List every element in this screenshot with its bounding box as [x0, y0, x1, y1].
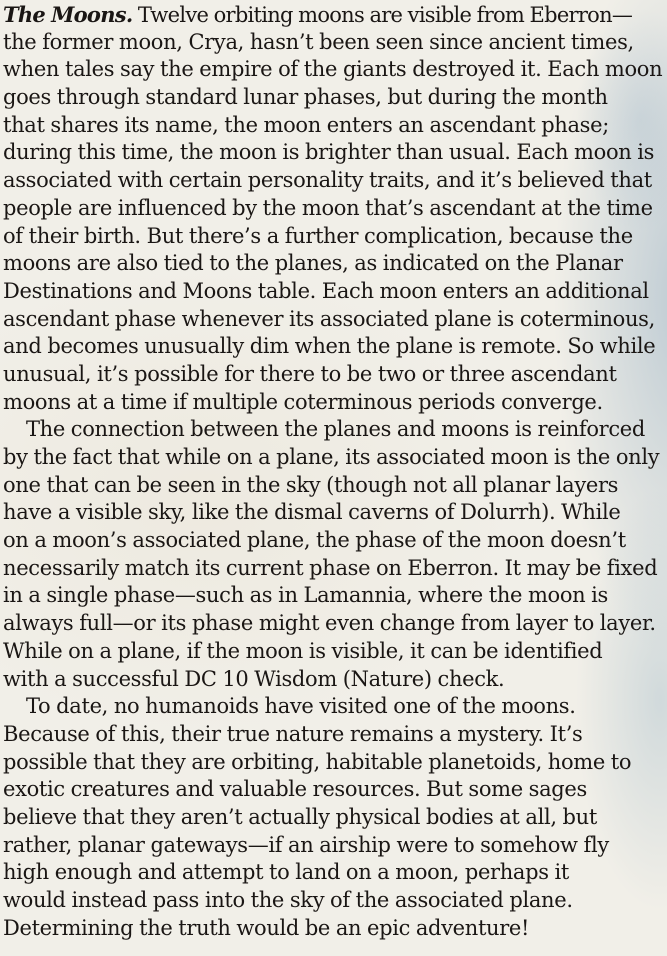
- text-line: the former moon, Crya, hasn’t been seen since ancient times,: [3, 29, 634, 54]
- text-line: rather, planar gateways—if an airship were to somehow fly: [3, 832, 609, 857]
- text-line: possible that they are orbiting, habitable planetoids, home to: [3, 749, 632, 774]
- text-line: moons at a time if multiple coterminous periods converge.: [3, 389, 603, 414]
- text-line: moons are also tied to the planes, as indicated on the Planar: [3, 251, 623, 276]
- text-line: with a successful DC 10 Wisdom (Nature) check.: [3, 666, 505, 691]
- text-line: goes through standard lunar phases, but during the month: [3, 85, 608, 110]
- text-line: during this time, the moon is brighter than usual. Each moon is: [3, 140, 655, 165]
- text-line: exotic creatures and valuable resources. But some sages: [3, 777, 587, 802]
- text-line: by the fact that while on a plane, its associated moon is the only: [3, 445, 660, 469]
- text-line: unusual, it’s possible for there to be two or three ascendant: [3, 361, 617, 386]
- text-line: on a moon’s associated plane, the phase of the moon doesn’t: [3, 528, 626, 553]
- text-line: high enough and attempt to land on a moon, perhaps it: [3, 860, 569, 885]
- text-line: of their birth. But there’s a further complication, because the: [3, 223, 633, 248]
- text-line: when tales say the empire of the giants destroyed it. Each moon: [3, 57, 663, 82]
- text-line: Destinations and Moons table. Each moon enters an additional: [3, 278, 649, 303]
- text-line: have a visible sky, like the dismal caverns of Dolurrh). While: [3, 500, 621, 525]
- text-line: and becomes unusually dim when the plane is remote. So while: [3, 334, 656, 359]
- paragraph-start-line: To date, no humanoids have visited one of the moons.: [26, 694, 576, 719]
- text-line: necessarily match its current phase on Eberron. It may be fixed: [3, 555, 658, 580]
- first-line-text: Twelve orbiting moons are visible from Eberron—: [132, 3, 633, 27]
- text-line: one that can be seen in the sky (though not all planar layers: [3, 472, 619, 497]
- text-line: While on a plane, if the moon is visible, it can be identified: [3, 638, 603, 663]
- text-line: in a single phase—such as in Lamannia, where the moon is: [3, 583, 609, 608]
- text-line: ascendant phase whenever its associated plane is coterminous,: [3, 306, 655, 331]
- text-line: Determining the truth would be an epic adventure!: [3, 915, 530, 940]
- text-line: always full—or its phase might even change from layer to layer.: [3, 611, 656, 636]
- text-line: believe that they aren’t actually physical bodies at all, but: [3, 804, 597, 829]
- moons-section: [3, 1, 667, 942]
- text-line: would instead pass into the sky of the associated plane.: [3, 888, 573, 912]
- text-line: people are influenced by the moon that’s ascendant at the time: [3, 195, 653, 220]
- text-line: that shares its name, the moon enters an ascendant phase;: [3, 112, 609, 137]
- text-line: Because of this, their true nature remains a mystery. It’s: [3, 721, 583, 746]
- text-line: associated with certain personality traits, and it’s believed that: [3, 168, 652, 193]
- paragraph-start-line: The connection between the planes and moons is reinforced: [26, 417, 645, 442]
- section-heading: The Moons.: [3, 2, 133, 27]
- paragraph-first-line: [0, 1, 667, 29]
